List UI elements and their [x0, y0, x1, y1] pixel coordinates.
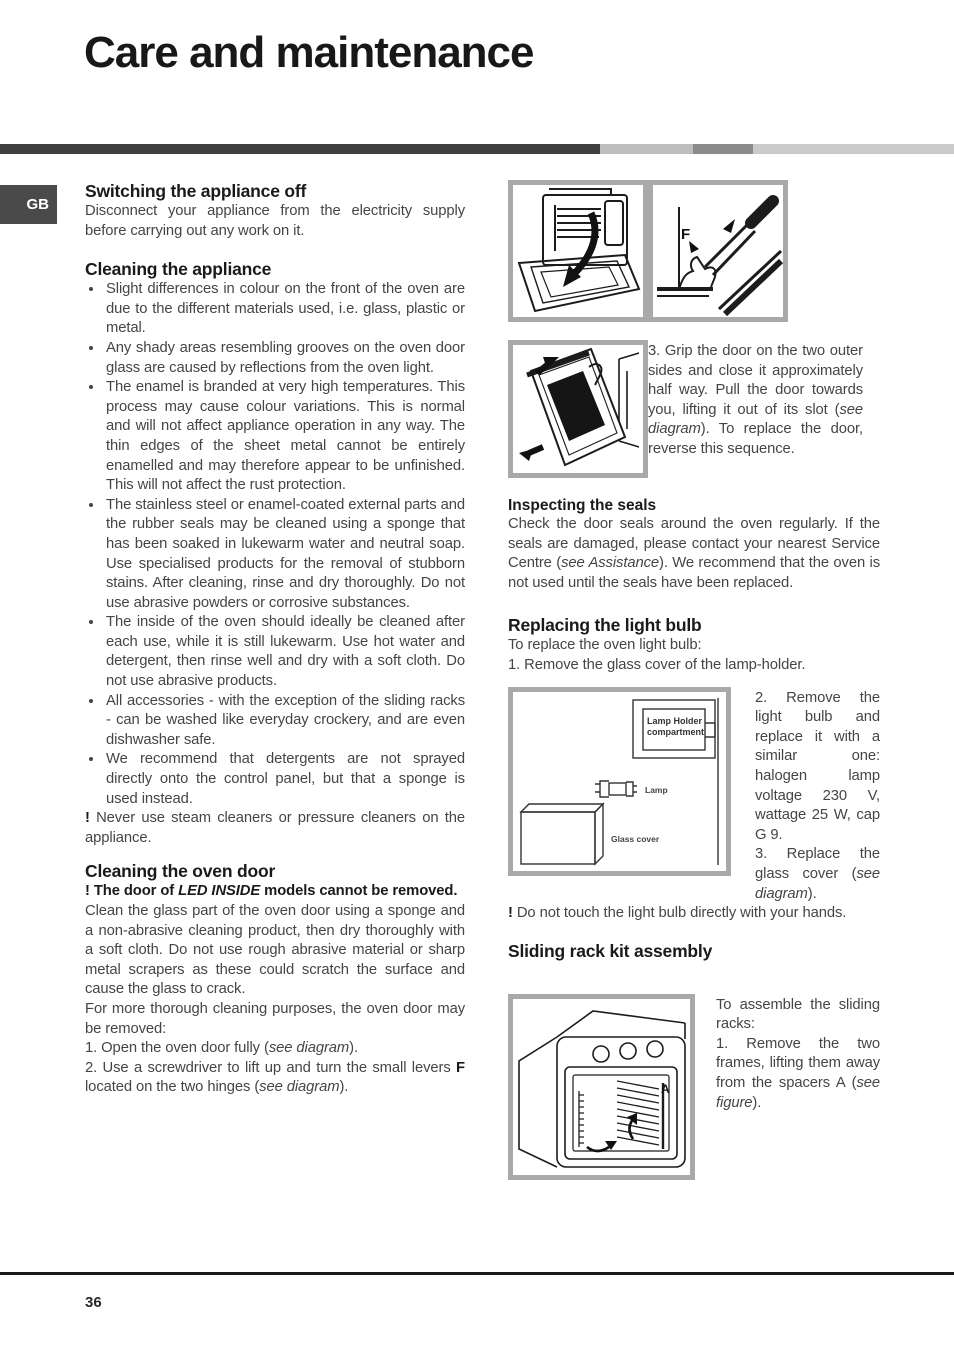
screwdriver-lever-drawing	[653, 185, 783, 317]
bar-segment-light2	[753, 144, 954, 154]
paragraph-disconnect: Disconnect your appliance from the electricity supply before carrying out any work on it.	[85, 203, 465, 239]
door-removed-drawing	[513, 345, 643, 473]
figure-row-grip-door	[508, 340, 880, 478]
bullet-item: • All accessories - with the exception of the sliding racks - can be washed like everyday crockery, and are even dishwasher safe.	[104, 692, 465, 751]
cleaning-bullet-list	[85, 280, 465, 809]
paragraph-rack-intro: To assemble the sliding racks:	[716, 996, 880, 1033]
sliding-rack-drawing	[513, 999, 690, 1175]
step-open-door: 1. Open the oven door fully (see diagram).	[85, 1040, 358, 1057]
heading-cleaning-appliance: Cleaning the appliance	[85, 259, 272, 280]
bullet-item: • Slight differences in colour on the front of the oven are due to the different materials used, i.e. glass, plastic or metal.	[104, 280, 465, 339]
heading-switching-appliance-off: Switching the appliance off	[85, 181, 307, 201]
bar-segment-mid	[693, 144, 753, 154]
bullet-item: • The inside of the oven should ideally be cleaned after each use, while it is still lukewarm. Use hot water and detergent, then rinse well and dry with a soft cloth. Do not use abrasive products.	[104, 613, 465, 691]
footer-rule	[0, 1272, 954, 1275]
heading-cleaning-oven-door: Cleaning the oven door	[85, 861, 276, 882]
paragraph-thorough-cleaning: For more thorough cleaning purposes, the oven door may be removed:	[85, 1000, 465, 1037]
figure-oven-door-open	[508, 180, 648, 322]
right-column	[508, 180, 880, 1180]
figure-row-lamp	[508, 687, 880, 905]
paragraph-clean-glass: Clean the glass part of the oven door using a sponge and a non-abrasive cleaning product, then dry thoroughly with a soft cloth. Do not use rough abrasive material or sharp metal scrapers as these could scratch the surface and cause the glass to crack.	[85, 903, 465, 998]
page-number: 36	[85, 1294, 102, 1311]
note-led-inside: ! The door of LED INSIDE models cannot be removed.	[85, 883, 458, 900]
lamp-diagram-drawing	[513, 692, 726, 871]
lamp-label: Lamp	[645, 784, 668, 795]
bar-segment-light	[600, 144, 693, 154]
heading-replacing-light-bulb: Replacing the light bulb	[508, 615, 702, 636]
figure-door-removed	[508, 340, 648, 478]
page-title: Care and maintenance	[84, 28, 534, 77]
step-remove-frames: 1. Remove the two frames, lifting them away from the spacers A (see figure).	[716, 1035, 880, 1111]
lamp-holder-label-line2: compartment	[647, 726, 705, 737]
step-grip-door: 3. Grip the door on the two outer sides and close it approximately half way. Pull the door towards you, lifting it out of its slot (see diagram). To replace the door, reverse this sequence.	[648, 343, 863, 457]
figure-row-rack	[508, 994, 880, 1180]
rack-steps-text	[716, 994, 880, 1114]
bullet-item: • The stainless steel or enamel-coated external parts and the rubber seals may be cleaned using a sponge that has been soaked in lukewarm water and neutral soap. Use specialised products for the removal of stubborn stains. After cleaning, rinse and dry thoroughly. Do not use abrasive powders or corrosive substances.	[104, 496, 465, 614]
glass-cover-label: Glass cover	[611, 833, 660, 844]
bullet-item: • Any shady areas resembling grooves on the oven door glass are caused by reflections from the oven light.	[104, 339, 465, 378]
language-tab: GB	[0, 185, 57, 224]
figure-screwdriver-lever	[648, 180, 788, 322]
bar-segment-dark	[0, 144, 600, 154]
lever-f-label: F	[681, 226, 691, 243]
lamp-holder-label-line1: Lamp Holder	[647, 715, 703, 726]
heading-inspecting-seals: Inspecting the seals	[508, 497, 657, 514]
bulb-steps-text	[755, 687, 880, 905]
bullet-item: • We recommend that detergents are not sprayed directly onto the control panel, but that a sponge is used instead.	[104, 750, 465, 809]
figure-row-door-removal	[508, 180, 880, 322]
paragraph-seals: Check the door seals around the oven regularly. If the seals are damaged, please contact your nearest Service Centre (see Assistance). We recommend that the oven is not used until the seals have been replaced.	[508, 516, 880, 591]
step-replace-cover: 3. Replace the glass cover (see diagram).	[755, 846, 880, 902]
figure-lamp-diagram	[508, 687, 731, 876]
paragraph-bulb-intro: To replace the oven light bulb:	[508, 637, 702, 654]
warning-bulb: ! Do not touch the light bulb directly with your hands.	[508, 905, 847, 922]
step-screwdriver: 2. Use a screwdriver to lift up and turn the small levers F located on the two hinges (see diagram).	[85, 1059, 465, 1096]
step-remove-bulb: 2. Remove the light bulb and replace it with a similar one: halogen lamp voltage 230 V, wattage 25 W, cap G 9.	[755, 689, 880, 843]
oven-door-open-drawing	[513, 185, 643, 317]
spacer-a-label: A	[661, 1081, 670, 1096]
heading-sliding-rack: Sliding rack kit assembly	[508, 940, 713, 961]
figure-sliding-rack	[508, 994, 695, 1180]
left-column	[85, 181, 465, 1098]
warning-steam-cleaners: ! Never use steam cleaners or pressure cleaners on the appliance.	[85, 810, 465, 846]
decorative-bar	[0, 144, 954, 154]
step-remove-glass-cover: 1. Remove the glass cover of the lamp-holder.	[508, 656, 806, 673]
bullet-item: • The enamel is branded at very high temperatures. This process may cause colour variations. This is normal and will not affect appliance operation in any way. The thin edges of the sheet metal cannot be entirely enamelled and may therefore appear to be unfinished. This will not affect the rust protection.	[104, 378, 465, 496]
